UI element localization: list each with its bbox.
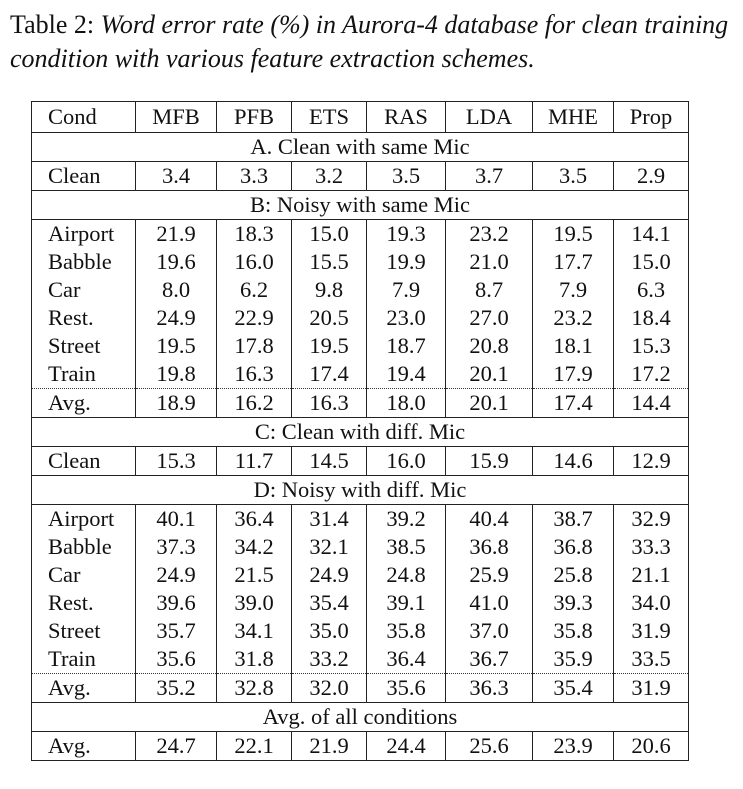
table-cell: 16.0 xyxy=(217,248,292,276)
table-cell: 25.8 xyxy=(533,561,614,589)
table-cell: 16.0 xyxy=(367,447,446,476)
table-cell: 14.4 xyxy=(614,389,689,418)
table-cell: 17.4 xyxy=(533,389,614,418)
table-body xyxy=(32,102,689,761)
table-cell: 6.2 xyxy=(217,276,292,304)
table-cell: 35.7 xyxy=(136,617,217,645)
table-cell: 15.0 xyxy=(614,248,689,276)
row-label: Street xyxy=(32,617,136,645)
table-cell: 39.6 xyxy=(136,589,217,617)
table-cell: 22.1 xyxy=(217,732,292,761)
table-cell: 39.1 xyxy=(367,589,446,617)
avg-row xyxy=(32,732,689,761)
caption-text: Word error rate (%) in Aurora-4 database for clean training condition with various feature extraction schemes. xyxy=(10,10,729,73)
table-cell: 36.4 xyxy=(217,505,292,534)
table-row xyxy=(32,645,689,674)
table-cell: 12.9 xyxy=(614,447,689,476)
table-cell: 40.1 xyxy=(136,505,217,534)
row-label: Avg. xyxy=(32,389,136,418)
table-cell: 24.4 xyxy=(367,732,446,761)
table-row xyxy=(32,220,689,249)
avg-row xyxy=(32,674,689,703)
table-cell: 3.4 xyxy=(136,162,217,191)
caption-label: Table 2: xyxy=(10,10,95,39)
row-label: Babble xyxy=(32,533,136,561)
table-cell: 3.7 xyxy=(446,162,533,191)
table-cell: 39.2 xyxy=(367,505,446,534)
table-cell: 40.4 xyxy=(446,505,533,534)
table-cell: 17.4 xyxy=(292,360,367,389)
table-cell: 32.9 xyxy=(614,505,689,534)
table-cell: 7.9 xyxy=(367,276,446,304)
avg-row xyxy=(32,389,689,418)
table-row xyxy=(32,589,689,617)
table-cell: 19.9 xyxy=(367,248,446,276)
row-label: Clean xyxy=(32,162,136,191)
row-label: Babble xyxy=(32,248,136,276)
table-cell: 19.3 xyxy=(367,220,446,249)
row-label: Car xyxy=(32,276,136,304)
table-cell: 22.9 xyxy=(217,304,292,332)
section-header xyxy=(32,476,689,505)
row-label: Airport xyxy=(32,220,136,249)
table-cell: 35.8 xyxy=(367,617,446,645)
table-cell: PFB xyxy=(217,102,292,133)
table-row xyxy=(32,360,689,389)
section-title: C: Clean with diff. Mic xyxy=(32,418,689,447)
table-cell: 14.6 xyxy=(533,447,614,476)
table-cell: 19.5 xyxy=(533,220,614,249)
table-cell: 31.9 xyxy=(614,674,689,703)
table-row xyxy=(32,248,689,276)
table-caption xyxy=(10,8,735,76)
row-label: Street xyxy=(32,332,136,360)
table-cell: 23.0 xyxy=(367,304,446,332)
section-title: B: Noisy with same Mic xyxy=(32,191,689,220)
table-cell: 33.3 xyxy=(614,533,689,561)
table-cell: 32.0 xyxy=(292,674,367,703)
table-cell: 39.0 xyxy=(217,589,292,617)
header-row xyxy=(32,102,689,133)
table-cell: 33.5 xyxy=(614,645,689,674)
table-cell: 21.9 xyxy=(292,732,367,761)
table-cell: 24.7 xyxy=(136,732,217,761)
table-cell: MFB xyxy=(136,102,217,133)
table-cell: 21.1 xyxy=(614,561,689,589)
table-cell: 35.9 xyxy=(533,645,614,674)
table-cell: 31.9 xyxy=(614,617,689,645)
table-row xyxy=(32,505,689,534)
table-cell: 35.2 xyxy=(136,674,217,703)
table-cell: 35.0 xyxy=(292,617,367,645)
table-cell: 34.1 xyxy=(217,617,292,645)
table-cell: RAS xyxy=(367,102,446,133)
table-cell: 35.4 xyxy=(533,674,614,703)
table-cell: 2.9 xyxy=(614,162,689,191)
table-cell: 23.2 xyxy=(446,220,533,249)
row-label: Train xyxy=(32,360,136,389)
row-label: Avg. xyxy=(32,732,136,761)
table-cell: 21.0 xyxy=(446,248,533,276)
table-cell: 7.9 xyxy=(533,276,614,304)
table-cell: 15.3 xyxy=(136,447,217,476)
row-label: Airport xyxy=(32,505,136,534)
table-cell: 25.6 xyxy=(446,732,533,761)
table-row xyxy=(32,162,689,191)
table-cell: 17.8 xyxy=(217,332,292,360)
table-cell: 20.8 xyxy=(446,332,533,360)
table-cell: Prop xyxy=(614,102,689,133)
table-cell: 18.7 xyxy=(367,332,446,360)
table-cell: 19.5 xyxy=(136,332,217,360)
table-cell: 8.7 xyxy=(446,276,533,304)
table-cell: 32.8 xyxy=(217,674,292,703)
table-row xyxy=(32,332,689,360)
table-row xyxy=(32,276,689,304)
table-cell: 38.5 xyxy=(367,533,446,561)
table-cell: 34.2 xyxy=(217,533,292,561)
section-title: D: Noisy with diff. Mic xyxy=(32,476,689,505)
table-cell: 8.0 xyxy=(136,276,217,304)
table-cell: 41.0 xyxy=(446,589,533,617)
table-cell: MHE xyxy=(533,102,614,133)
table-cell: 36.8 xyxy=(446,533,533,561)
table-cell: 6.3 xyxy=(614,276,689,304)
table-cell: 35.4 xyxy=(292,589,367,617)
table-row xyxy=(32,561,689,589)
table-cell: 32.1 xyxy=(292,533,367,561)
table-cell: 9.8 xyxy=(292,276,367,304)
row-label: Rest. xyxy=(32,304,136,332)
table-cell: 24.9 xyxy=(136,561,217,589)
table-cell: 19.6 xyxy=(136,248,217,276)
table-cell: 15.9 xyxy=(446,447,533,476)
table-cell: 36.4 xyxy=(367,645,446,674)
table-cell: 31.4 xyxy=(292,505,367,534)
table-cell: 18.9 xyxy=(136,389,217,418)
table-cell: 20.5 xyxy=(292,304,367,332)
table-cell: 19.8 xyxy=(136,360,217,389)
row-label: Train xyxy=(32,645,136,674)
table-cell: LDA xyxy=(446,102,533,133)
row-label: Avg. xyxy=(32,674,136,703)
table-cell: 39.3 xyxy=(533,589,614,617)
table-cell: 15.5 xyxy=(292,248,367,276)
table-cell: 25.9 xyxy=(446,561,533,589)
table-cell: 16.3 xyxy=(292,389,367,418)
table-cell: 3.2 xyxy=(292,162,367,191)
table-cell: 19.5 xyxy=(292,332,367,360)
table-row xyxy=(32,533,689,561)
table-cell: 34.0 xyxy=(614,589,689,617)
table-cell: 36.7 xyxy=(446,645,533,674)
table-cell: 18.3 xyxy=(217,220,292,249)
table-cell: 24.9 xyxy=(292,561,367,589)
row-label: Clean xyxy=(32,447,136,476)
table-cell: 20.6 xyxy=(614,732,689,761)
table-cell: 37.0 xyxy=(446,617,533,645)
table-cell: 18.1 xyxy=(533,332,614,360)
table-cell: 23.9 xyxy=(533,732,614,761)
table-row xyxy=(32,617,689,645)
table-cell: 15.3 xyxy=(614,332,689,360)
table-cell: 24.8 xyxy=(367,561,446,589)
table-row xyxy=(32,447,689,476)
table-cell: 14.1 xyxy=(614,220,689,249)
table-cell: 16.2 xyxy=(217,389,292,418)
table-cell: 33.2 xyxy=(292,645,367,674)
table-row xyxy=(32,304,689,332)
table-cell: 18.0 xyxy=(367,389,446,418)
row-label: Rest. xyxy=(32,589,136,617)
table-cell: 17.2 xyxy=(614,360,689,389)
table-cell: 21.5 xyxy=(217,561,292,589)
row-label: Cond xyxy=(32,102,136,133)
table-cell: 3.3 xyxy=(217,162,292,191)
section-header xyxy=(32,418,689,447)
wer-table xyxy=(31,101,689,761)
table-cell: 36.8 xyxy=(533,533,614,561)
table-cell: 37.3 xyxy=(136,533,217,561)
table-cell: 3.5 xyxy=(533,162,614,191)
table-cell: 23.2 xyxy=(533,304,614,332)
table-cell: ETS xyxy=(292,102,367,133)
table-cell: 17.7 xyxy=(533,248,614,276)
table-cell: 16.3 xyxy=(217,360,292,389)
table-cell: 18.4 xyxy=(614,304,689,332)
table-cell: 15.0 xyxy=(292,220,367,249)
section-title: A. Clean with same Mic xyxy=(32,133,689,162)
section-header xyxy=(32,191,689,220)
table-cell: 20.1 xyxy=(446,389,533,418)
table-cell: 35.6 xyxy=(136,645,217,674)
table-cell: 38.7 xyxy=(533,505,614,534)
table-cell: 20.1 xyxy=(446,360,533,389)
table-cell: 35.8 xyxy=(533,617,614,645)
table-cell: 27.0 xyxy=(446,304,533,332)
table-cell: 14.5 xyxy=(292,447,367,476)
table-cell: 11.7 xyxy=(217,447,292,476)
table-cell: 24.9 xyxy=(136,304,217,332)
table-cell: 17.9 xyxy=(533,360,614,389)
row-label: Car xyxy=(32,561,136,589)
table-cell: 36.3 xyxy=(446,674,533,703)
table-cell: 19.4 xyxy=(367,360,446,389)
table-cell: 35.6 xyxy=(367,674,446,703)
table-cell: 21.9 xyxy=(136,220,217,249)
table-cell: 3.5 xyxy=(367,162,446,191)
section-title: Avg. of all conditions xyxy=(32,703,689,732)
section-header xyxy=(32,133,689,162)
table-cell: 31.8 xyxy=(217,645,292,674)
section-header xyxy=(32,703,689,732)
